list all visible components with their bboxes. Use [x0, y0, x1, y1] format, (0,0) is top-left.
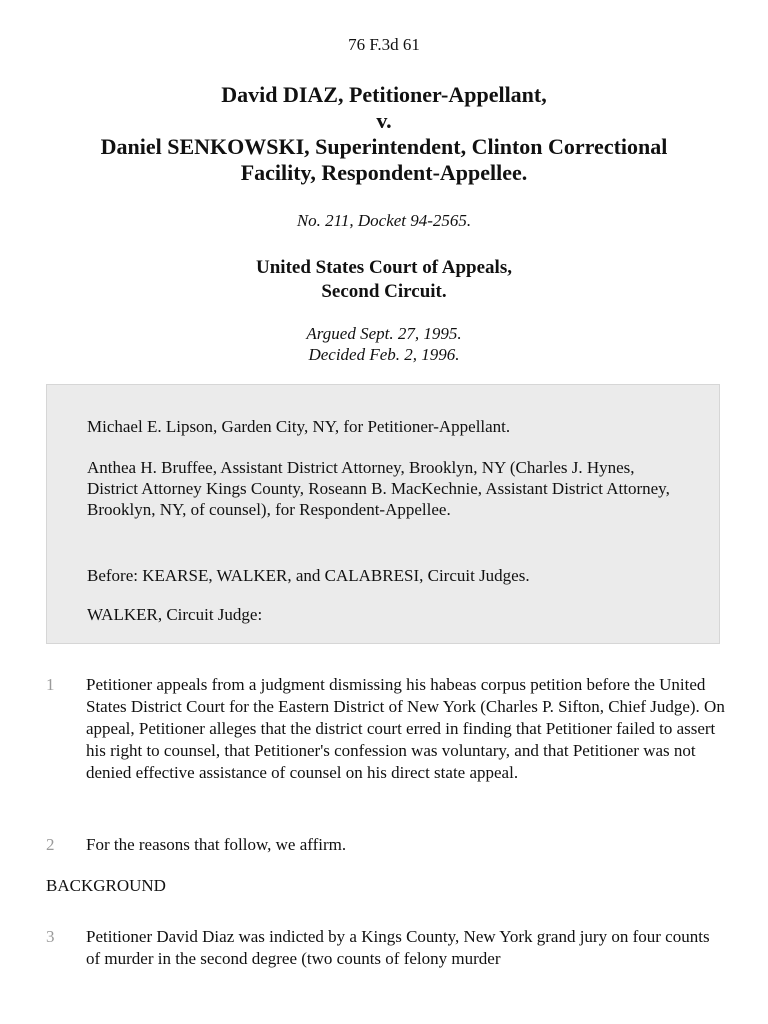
paragraph-number: 2: [46, 835, 55, 854]
argued-date: Argued Sept. 27, 1995.: [306, 324, 462, 343]
caption-appellee-cont: Facility, Respondent-Appellee.: [240, 160, 528, 185]
case-citation: 76 F.3d 61: [348, 35, 420, 54]
appellant-counsel: Michael E. Lipson, Garden City, NY, for Petitioner-Appellant.: [87, 417, 511, 436]
court-name-line2: Second Circuit.: [321, 281, 447, 302]
court-name-line1: United States Court of Appeals,: [256, 257, 512, 278]
case-caption: [40, 82, 728, 186]
opinion-author: WALKER, Circuit Judge:: [87, 605, 263, 624]
caption-appellant: David DIAZ, Petitioner-Appellant,: [221, 82, 547, 107]
paragraph-text: Petitioner appeals from a judgment dismissing his habeas corpus petition before the United States District Court for the Eastern District of New York (Charles P. Sifton, Chief Judge). On appeal, Petitioner alleges that the district court erred in finding that Petitioner failed to assert his right to counsel, that Petitioner's confession was voluntary, and that Petitioner was not denied effective assistance of counsel on his direct state appeal.: [86, 675, 725, 782]
counsel-panel: [46, 384, 720, 644]
section-heading: BACKGROUND: [46, 876, 166, 895]
paragraph-number: 3: [46, 927, 55, 946]
paragraph-text: For the reasons that follow, we affirm.: [86, 835, 347, 854]
court-name: [0, 256, 768, 304]
respondent-counsel: Anthea H. Bruffee, Assistant District Attorney, Brooklyn, NY (Charles J. Hynes, District Attorney Kings County, Roseann B. MacKechnie, Assistant District Attorney, Brooklyn, NY, of counsel), for Respondent-Appellee.: [87, 458, 670, 519]
case-dates: [0, 323, 768, 365]
paragraph-number: 1: [46, 675, 55, 694]
decided-date: Decided Feb. 2, 1996.: [308, 345, 460, 364]
paragraph-text: Petitioner David Diaz was indicted by a Kings County, New York grand jury on four counts of murder in the second degree (two counts of felony murder: [86, 927, 710, 968]
panel-judges: Before: KEARSE, WALKER, and CALABRESI, Circuit Judges.: [87, 566, 530, 585]
docket-number: No. 211, Docket 94-2565.: [296, 211, 472, 230]
caption-versus: v.: [376, 108, 392, 133]
caption-appellee: Daniel SENKOWSKI, Superintendent, Clinton Correctional: [100, 134, 668, 159]
